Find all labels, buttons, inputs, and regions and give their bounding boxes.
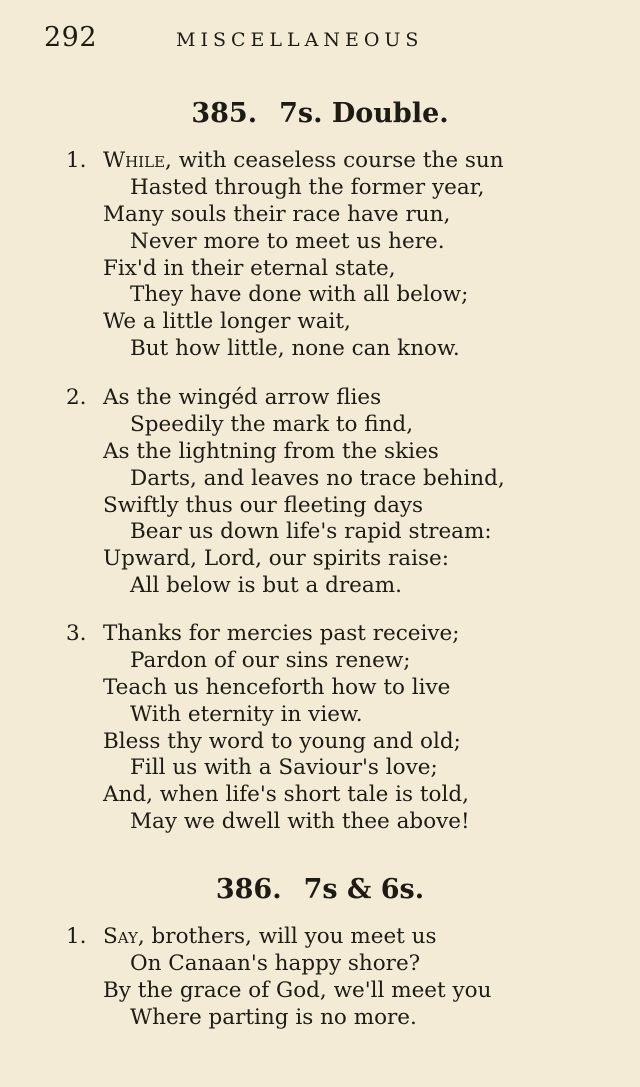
verse-line-text: And, when life's short tale is told, (103, 782, 469, 808)
verse-first-word: Say, (103, 924, 145, 949)
verse-line-text: Thanks for mercies past receive; (103, 621, 460, 646)
verse-line-text: Speedily the mark to find, (130, 411, 414, 437)
verse-line (66, 229, 626, 256)
verse-line-text: Upward, Lord, our spirits raise: (103, 546, 449, 572)
verse-line-text: As the lightning from the skies (103, 438, 439, 464)
verse-line-text: By the grace of God, we'll meet you (103, 977, 492, 1003)
verse-line (66, 951, 626, 978)
verse-number: 1. (66, 148, 87, 173)
verse-line (66, 978, 626, 1005)
verse-line-text: Fix'd in their eternal state, (103, 255, 396, 281)
verse-line-text: Bear us down life's rapid stream: (130, 519, 492, 545)
verse-number: 1. (66, 924, 87, 949)
verse-line (66, 439, 626, 466)
verse-line (66, 755, 626, 782)
verse-line-text: As the wingéd arrow flies (103, 385, 382, 410)
hymn-meter: 7s & 6s. (303, 874, 425, 905)
verse-line (66, 621, 626, 648)
verse-line (66, 573, 626, 600)
verse-line (66, 309, 626, 336)
hymn-heading-386 (0, 874, 640, 905)
verse-line-text: Pardon of our sins renew; (130, 647, 411, 673)
verse-line-text: All below is but a dream. (130, 573, 402, 599)
verse-line (66, 519, 626, 546)
hymn-385-verse-3 (66, 621, 626, 836)
verse-line (66, 782, 626, 809)
verse-line-text: Hasted through the former year, (130, 174, 485, 200)
hymn-heading-385 (0, 98, 640, 129)
verse-line-text: We a little longer wait, (103, 309, 351, 335)
verse-line (66, 809, 626, 836)
verse-line-text: On Canaan's happy shore? (130, 950, 421, 976)
hymn-385-verse-1 (66, 148, 626, 363)
verse-line (66, 648, 626, 675)
verse-first-word: While, (103, 148, 172, 173)
verse-line-text: Many souls their race have run, (103, 201, 451, 227)
verse-line (66, 729, 626, 756)
verse-line (66, 148, 626, 175)
verse-line (66, 702, 626, 729)
hymn-number: 386. (215, 874, 282, 905)
verse-line-text: May we dwell with thee above! (130, 809, 470, 835)
verse-line-text: Darts, and leaves no trace behind, (130, 465, 505, 491)
verse-line-text: brothers, will you meet us (144, 924, 437, 949)
verse-line (66, 1005, 626, 1032)
verse-number: 2. (66, 385, 87, 410)
verse-line (66, 675, 626, 702)
verse-line (66, 202, 626, 229)
verse-line (66, 412, 626, 439)
hymn-385-verse-2 (66, 385, 626, 600)
verse-line (66, 924, 626, 951)
verse-line-text: They have done with all below; (130, 282, 469, 308)
verse-line (66, 282, 626, 309)
verse-line-text: Fill us with a Saviour's love; (130, 755, 438, 781)
verse-line-text: But how little, none can know. (130, 336, 460, 362)
verse-line-text: Never more to meet us here. (130, 228, 445, 254)
verse-line-text: Where parting is no more. (130, 1004, 417, 1030)
running-head (44, 22, 604, 56)
verse-line (66, 546, 626, 573)
verse-line-text: Swiftly thus our fleeting days (103, 492, 424, 518)
verse-line-text: Teach us henceforth how to live (103, 674, 451, 700)
verse-line (66, 385, 626, 412)
verse-line-text: Bless thy word to young and old; (103, 728, 461, 754)
verse-line (66, 175, 626, 202)
verse-line (66, 493, 626, 520)
verse-number: 3. (66, 621, 87, 646)
hymn-meter: 7s. Double. (279, 98, 449, 129)
verse-line (66, 256, 626, 283)
section-title: MISCELLANEOUS (176, 29, 424, 51)
verse-line-text: with ceaseless course the sun (171, 148, 504, 173)
verse-line (66, 466, 626, 493)
verse-line-text: With eternity in view. (130, 701, 363, 727)
hymn-number: 385. (191, 98, 258, 129)
page-number: 292 (44, 22, 98, 53)
verse-line (66, 336, 626, 363)
hymn-386-verse-1 (66, 924, 626, 1032)
